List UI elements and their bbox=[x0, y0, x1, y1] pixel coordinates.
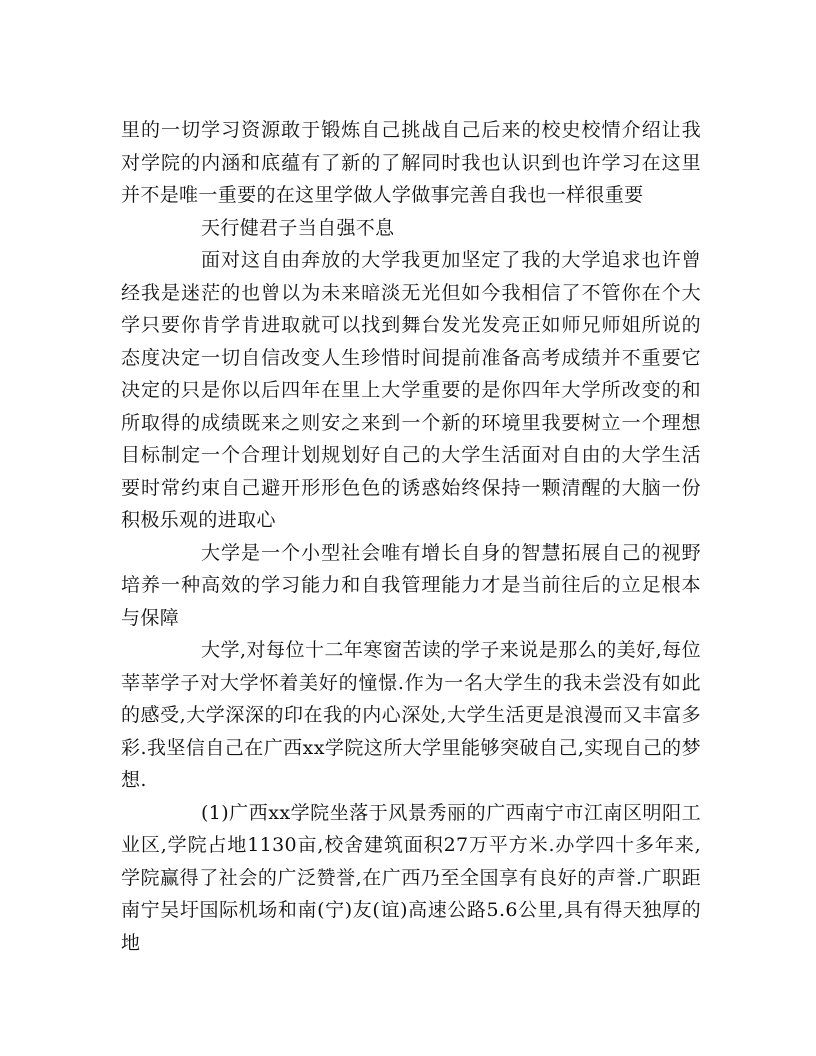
paragraph-3: 面对这自由奔放的大学我更加坚定了我的大学追求也许曾经我是迷茫的也曾以为未来暗淡无光但如今我相信了不管你在个大学只要你肯学肯进取就可以找到舞台发光发亮正如师兄师姐所说的态度决定一切自信改变人生珍惜时间提前准备高考成绩并不重要它决定的只是你以后四年在里上大学重要的是你四年大学所改变的和所取得的成绩既来之则安之来到一个新的环境里我要树立一个理想目标制定一个合理计划规划好自己的大学生活面对自由的大学生活要时常约束自己避开形形色色的诱惑始终保持一颗清醒的大脑一份积极乐观的进取心 bbox=[121, 249, 701, 531]
paragraph-1: 里的一切学习资源敢于锻炼自己挑战自己后来的校史校情介绍让我对学院的内涵和底蕴有了新的了解同时我也认识到也许学习在这里并不是唯一重要的在这里学做人学做事完善自我也一样很重要 bbox=[121, 119, 701, 206]
document-body bbox=[121, 114, 701, 959]
paragraph-2: 天行健君子当自强不息 bbox=[201, 216, 395, 239]
paragraph-4: 大学是一个小型社会唯有增长自身的智慧拓展自己的视野培养一种高效的学习能力和自我管理能力才是当前往后的立足根本与保障 bbox=[121, 541, 701, 629]
paragraph-5: 大学,对每位十二年寒窗苦读的学子来说是那么的美好,每位莘莘学子对大学怀着美好的憧憬.作为一名大学生的我未尝没有如此的感受,大学深深的印在我的内心深处,大学生活更是浪漫而又丰富多彩.我坚信自己在广西xx学院这所大学里能够突破自己,实现自己的梦想. bbox=[121, 639, 701, 791]
paragraph-6: (1)广西xx学院坐落于风景秀丽的广西南宁市江南区明阳工业区,学院占地1130亩,校舍建筑面积27万平方米.办学四十多年来,学院赢得了社会的广泛赞誉,在广西乃至全国享有良好的声誉.广职距南宁吴圩国际机场和南(宁)友(谊)高速公路5.6公里,具有得天独厚的地 bbox=[121, 801, 701, 954]
